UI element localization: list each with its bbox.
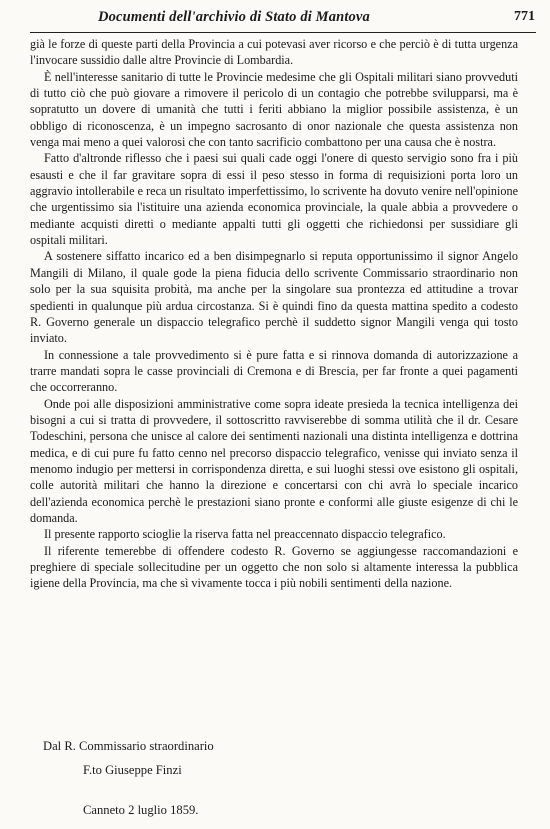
paragraph: Onde poi alle disposizioni amministrative come sopra ideate presieda la tecnica intelligenza dei bisogni a cui si tratta di provvedere, il sottoscritto ravviserebbe di somma utilità che il dr. Cesare Todeschini, persona che unisce al calore dei sentimenti nazionali una distinta intelligenza e dottrina medica, e di cui pure fu fatto cenno nel precorso dispaccio telegrafico, venisse qui inviato senza il menomo indugio per mettersi in corrispondenza diretta, e sui luoghi stessi ove esistono gli ospitali, colle autorità militari che hanno la direzione e concertarsi con chi avrà lo speciale incarico dell'azienda economica perchè le prestazioni siano pronte e conformi alle giuste esigenze di chi le domanda. [30,396,518,525]
paragraph: Il riferente temerebbe di offendere codesto R. Governo se aggiungesse raccomandazioni e preghiere di speciale sollecitudine per un oggetto che non solo si altamente interessa la pubblica igiene della Provincia, ma che sì vivamente tocca i più nobili sentimenti della nazione. [30,543,518,591]
place-date: Canneto 2 luglio 1859. [83,803,199,817]
paragraph: A sostenere siffatto incarico ed a ben disimpegnarlo si reputa opportunissimo il signor Angelo Mangili di Milano, il quale gode la piena fiducia dello scrivente Commissario straordinario non solo per la sua squisita probità, ma anche per la singolare sua prontezza ed attitudine a trovar spedienti in qualunque più ardua circostanza. Si è quindi fino da questa mattina spedito a codesto R. Governo generale un dispaccio telegrafico perchè il suddetto signor Mangili venga qui tosto inviato. [30,249,518,346]
paragraph: In connessione a tale provvedimento si è pure fatta e si rinnova domanda di autorizzazione a trarre mandati sopra le casse provinciali di Cremona e di Brescia, per far fronte a quei pagamenti che occorreranno. [30,347,518,395]
signatory-role: Dal R. Commissario straordinario [43,739,214,753]
page-number: 771 [514,9,535,24]
paragraph-continuation: già le forze di queste parti della Provincia a cui potevasi aver ricorso e che perciò è di tutta urgenza l'invocare sussidio dalle altre Provincie di Lombardia. [30,37,518,68]
paragraph: Il presente rapporto scioglie la riserva fatta nel preaccennato dispaccio telegrafico. [44,527,446,542]
paragraph: Fatto d'altronde riflesso che i paesi sui quali cade oggi l'onere di questo servigio sono fra i più esausti e che il far gravitare sopra di essi il peso stesso in forma di requisizioni porta loro un aggravio intollerabile e reca un risultato imperfettissimo, lo scrivente ha dovuto venire nell'opinione che urgentissimo sia l'istituire una azienda economica provinciale, la quale abbia a provvedere o mediante acquisti diretti o mediante appalti tutti gli oggetti che richiedonsi per sussidiare gli ospitali militari. [30,151,518,248]
document-body [30,36,518,592]
signatory-name: F.to Giuseppe Finzi [83,763,182,777]
running-header [30,6,536,33]
paragraph: È nell'interesse sanitario di tutte le Provincie medesime che gli Ospitali militari siano provveduti di tutto ciò che può giovare a rimovere il pericolo di un contagio che potrebbe svilupparsi, ma è sopratutto un dovere di umanità che tutti i feriti abbiano la miglior possibile assistenza, è un obbligo di riconoscenza, è un impegno sacrosanto di onor nazionale che questa assistenza non venga mai meno a quei valorosi che con tanto sacrificio combattono per una causa che è nostra. [30,69,518,150]
running-title: Documenti dell'archivio di Stato di Mantova [98,9,370,25]
